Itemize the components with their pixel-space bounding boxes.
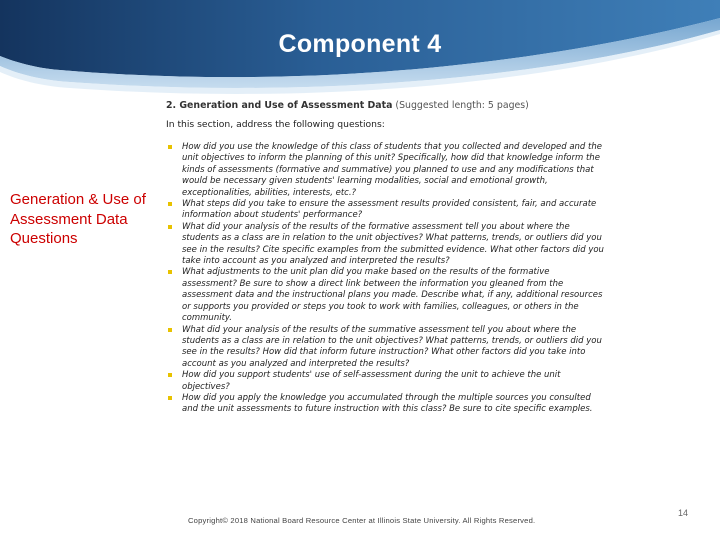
document-excerpt: [158, 96, 608, 488]
question-text: How did you use the knowledge of this class of students that you collected and developed and the unit objectives to inform the planning of this unit? Specifically, how did that knowledge inform the kinds of assessments (formative and summative) you planned to use and any modifications that would be necessary given students' learning modalities, social and emotional growth, exceptionalities, abilities, interests, etc.?: [182, 142, 602, 198]
question-text: What steps did you take to ensure the assessment results provided consistent, fair, and accurate information about students' performance?: [182, 199, 597, 221]
list-item: [166, 267, 606, 324]
list-item: [166, 393, 606, 416]
page-number: 14: [678, 508, 689, 518]
bullet-icon: [168, 373, 172, 377]
document-heading: [166, 100, 529, 111]
list-item: [166, 370, 606, 393]
bullet-icon: [168, 396, 172, 400]
bullet-icon: [168, 202, 172, 206]
heading-suggested-length: (Suggested length: 5 pages): [395, 100, 529, 111]
bullet-icon: [168, 225, 172, 229]
question-text: What did your analysis of the results of the formative assessment tell you about where the students as a class are in relation to the unit objectives? What patterns, trends, or outliers did you see in the results? Cite specific examples from the submitted evidence. What other factors did you take into account as you analyzed and interpreted the results?: [182, 221, 604, 267]
copyright-footer: Copyright© 2018 National Board Resource Center at Illinois State University. All Rights Reserved.: [188, 516, 536, 525]
question-list: [166, 142, 606, 416]
bullet-icon: [168, 145, 172, 149]
page-title: Component 4: [278, 30, 442, 58]
section-label: Generation & Use of Assessment Data Questions: [10, 191, 146, 247]
heading-title: 2. Generation and Use of Assessment Data: [166, 100, 393, 111]
list-item: [166, 222, 606, 268]
question-text: How did you apply the knowledge you accumulated through the multiple sources you consulted and the unit assessments to future instruction with this class? Be sure to cite specific examples.: [182, 392, 593, 415]
bullet-icon: [168, 328, 172, 332]
list-item: [166, 142, 606, 199]
bullet-icon: [168, 270, 172, 274]
intro-text: In this section, address the following questions:: [166, 119, 385, 130]
list-item: [166, 325, 606, 371]
question-text: How did you support students' use of self-assessment during the unit to achieve the unit objectives?: [182, 370, 561, 392]
list-item: [166, 199, 606, 222]
question-text: What adjustments to the unit plan did you make based on the results of the formative assessment? Be sure to show a direct link between the information you gleaned from the assessment data and the instructional plans you made. Describe what, if any, additional resources or supports you provided or steps you took to work with families, colleagues, or others in the community.: [182, 267, 603, 324]
header-banner: [0, 0, 720, 95]
question-text: What did your analysis of the results of the summative assessment tell you about where the students as a class are in relation to the unit objectives? What patterns, trends, or outliers did you see in the results? How did that inform future instruction? What other factors did you take into account as you analyzed and interpreted the results?: [182, 324, 602, 369]
